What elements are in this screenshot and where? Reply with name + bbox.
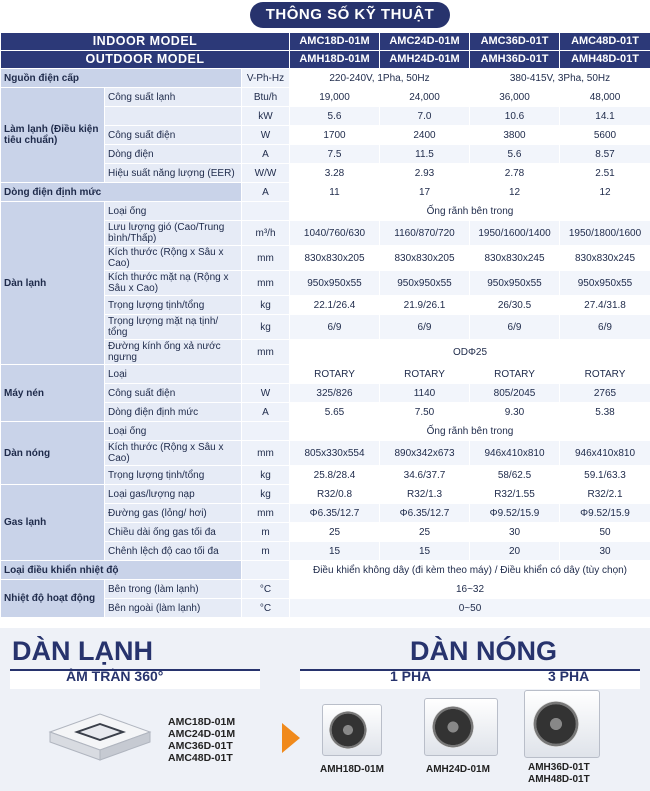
indoor-model-item: AMC18D-01M — [168, 716, 236, 728]
indoor-weight-unit: kg — [242, 296, 290, 315]
outdoor-weight-label: Trọng lượng tịnh/tổng — [105, 466, 242, 485]
cooling-value: 11.5 — [380, 145, 470, 164]
indoor-model-label: INDOOR MODEL — [1, 33, 290, 51]
indoor-weight-label: Trọng lượng tịnh/tổng — [105, 296, 242, 315]
indoor-weight-value: 27.4/31.8 — [560, 296, 650, 315]
compressor-type-value: ROTARY — [470, 365, 560, 384]
power-1pha: 220-240V, 1Pha, 50Hz — [290, 69, 470, 88]
airflow-value: 1040/760/630 — [290, 221, 380, 246]
gas-value: Φ6.35/12.7 — [290, 504, 380, 523]
outdoor-weight-value: 34.6/37.7 — [380, 466, 470, 485]
outdoor-size-value: 805x330x554 — [290, 441, 380, 466]
panel-weight-value: 6/9 — [380, 315, 470, 340]
gas-unit: m — [242, 542, 290, 561]
compressor-current-value: 5.65 — [290, 403, 380, 422]
compressor-power-value: 805/2045 — [470, 384, 560, 403]
control-value: Điều khiển không dây (đi kèm theo máy) / Điều khiển có dây (tùy chọn) — [290, 561, 650, 580]
outdoor-unit-group: Dàn nóng — [1, 422, 105, 485]
drain-value: ODΦ25 — [290, 340, 650, 365]
indoor-model-4: AMC48D-01T — [560, 33, 650, 51]
temp-inside-row — [1, 580, 650, 599]
outdoor-size-unit: mm — [242, 441, 290, 466]
compressor-type-value: ROTARY — [290, 365, 380, 384]
cooling-value: 5600 — [560, 126, 650, 145]
indoor-subtitle: ÂM TRẦN 360° — [66, 668, 164, 684]
indoor-model-item: AMC24D-01M — [168, 728, 236, 740]
cooling-value: 36,000 — [470, 88, 560, 107]
indoor-model-row — [1, 33, 650, 51]
cooling-row — [1, 88, 650, 107]
outdoor-model-row — [1, 51, 650, 69]
gas-label: Đường gas (lỏng/ hơi) — [105, 504, 242, 523]
temp-inside-label: Bên trong (làm lạnh) — [105, 580, 242, 599]
cooling-value: 3.28 — [290, 164, 380, 183]
gas-value: R32/1.3 — [380, 485, 470, 504]
gas-unit: kg — [242, 485, 290, 504]
indoor-model-item: AMC36D-01T — [168, 740, 233, 752]
outdoor-model-3: AMH36D-01T — [470, 51, 560, 69]
panel-weight-value: 6/9 — [290, 315, 380, 340]
indoor-pipe-value: Ống rãnh bên trong — [290, 202, 650, 221]
panel-weight-value: 6/9 — [470, 315, 560, 340]
empty-unit — [242, 422, 290, 441]
outdoor-weight-unit: kg — [242, 466, 290, 485]
cooling-value: 48,000 — [560, 88, 650, 107]
outdoor-model-4: AMH48D-01T — [560, 51, 650, 69]
rated-unit: A — [242, 183, 290, 202]
indoor-size-unit: mm — [242, 246, 290, 271]
panel-size-unit: mm — [242, 271, 290, 296]
cooling-value: 5.6 — [470, 145, 560, 164]
outdoor-unit-18-image — [322, 704, 382, 756]
cooling-label: Dòng điện — [105, 145, 242, 164]
outdoor-weight-value: 59.1/63.3 — [560, 466, 650, 485]
cooling-value: 14.1 — [560, 107, 650, 126]
indoor-section-title: DÀN LẠNH — [12, 636, 153, 666]
indoor-size-value: 830x830x205 — [290, 246, 380, 271]
cooling-value: 2.93 — [380, 164, 470, 183]
cooling-label — [105, 107, 242, 126]
gas-row — [1, 485, 650, 504]
cassette-shape — [40, 706, 158, 768]
cooling-value: 24,000 — [380, 88, 470, 107]
compressor-type-value: ROTARY — [560, 365, 650, 384]
spec-title-banner: THÔNG SỐ KỸ THUẬT — [250, 2, 450, 28]
cooling-group: Làm lạnh (Điều kiện tiêu chuẩn) — [1, 88, 105, 183]
gas-value: 30 — [470, 523, 560, 542]
indoor-weight-value: 22.1/26.4 — [290, 296, 380, 315]
cooling-unit: A — [242, 145, 290, 164]
indoor-model-1: AMC18D-01M — [290, 33, 380, 51]
cooling-unit: kW — [242, 107, 290, 126]
outdoor-weight-value: 25.8/28.4 — [290, 466, 380, 485]
compressor-current-value: 7.50 — [380, 403, 470, 422]
outdoor-pipe-label: Loại ống — [105, 422, 242, 441]
cooling-value: 8.57 — [560, 145, 650, 164]
compressor-power-value: 325/826 — [290, 384, 380, 403]
fan-icon — [533, 701, 579, 747]
rated-current-row — [1, 183, 650, 202]
gas-value: 50 — [560, 523, 650, 542]
gas-value: Φ6.35/12.7 — [380, 504, 470, 523]
cooling-value: 2.51 — [560, 164, 650, 183]
compressor-current-value: 9.30 — [470, 403, 560, 422]
indoor-weight-value: 21.9/26.1 — [380, 296, 470, 315]
panel-weight-unit: kg — [242, 315, 290, 340]
compressor-type-value: ROTARY — [380, 365, 470, 384]
indoor-pipe-label: Loại ống — [105, 202, 242, 221]
outdoor-caption-24: AMH24D-01M — [426, 764, 490, 775]
gas-value: 15 — [380, 542, 470, 561]
spec-table — [0, 32, 650, 618]
airflow-unit: m³/h — [242, 221, 290, 246]
airflow-value: 1950/1800/1600 — [560, 221, 650, 246]
cassette-unit-image — [40, 706, 158, 768]
gas-value: 15 — [290, 542, 380, 561]
gas-label: Loại gas/lượng nạp — [105, 485, 242, 504]
gas-unit: m — [242, 523, 290, 542]
control-label: Loại điều khiển nhiệt độ — [1, 561, 242, 580]
cooling-value: 1700 — [290, 126, 380, 145]
empty-unit — [242, 365, 290, 384]
cooling-value: 5.6 — [290, 107, 380, 126]
gas-unit: mm — [242, 504, 290, 523]
power-label: Nguồn điện cấp — [1, 69, 242, 88]
empty-unit — [242, 561, 290, 580]
phase1-label: 1 PHA — [390, 668, 432, 684]
cooling-value: 3800 — [470, 126, 560, 145]
outdoor-pipe-row — [1, 422, 650, 441]
temp-group: Nhiệt độ hoạt động — [1, 580, 105, 618]
panel-weight-value: 6/9 — [560, 315, 650, 340]
outdoor-size-value: 946x410x810 — [560, 441, 650, 466]
cooling-label: Công suất lạnh — [105, 88, 242, 107]
panel-size-label: Kích thước mặt nạ (Rộng x Sâu x Cao) — [105, 271, 242, 296]
outdoor-section-title: DÀN NÓNG — [410, 636, 557, 666]
phase3-label: 3 PHA — [548, 668, 590, 684]
indoor-model-item: AMC48D-01T — [168, 752, 233, 764]
compressor-power-label: Công suất điện — [105, 384, 242, 403]
fan-icon — [432, 706, 474, 748]
indoor-model-list — [168, 716, 235, 764]
outdoor-caption-18: AMH18D-01M — [320, 764, 384, 775]
compressor-current-label: Dòng điện định mức — [105, 403, 242, 422]
airflow-value: 1160/870/720 — [380, 221, 470, 246]
airflow-value: 1950/1600/1400 — [470, 221, 560, 246]
temp-outside-label: Bên ngoài (làm lạnh) — [105, 599, 242, 618]
cooling-unit: W — [242, 126, 290, 145]
indoor-weight-value: 26/30.5 — [470, 296, 560, 315]
cooling-unit: Btu/h — [242, 88, 290, 107]
product-showcase — [0, 628, 650, 791]
compressor-power-value: 2765 — [560, 384, 650, 403]
gas-value: R32/1.55 — [470, 485, 560, 504]
cooling-unit: W/W — [242, 164, 290, 183]
outdoor-caption-36: AMH36D-01T — [528, 762, 590, 773]
cooling-label: Hiệu suất năng lượng (EER) — [105, 164, 242, 183]
rated-label: Dòng điện định mức — [1, 183, 242, 202]
drain-label: Đường kính ống xả nước ngưng — [105, 340, 242, 365]
power-row — [1, 69, 650, 88]
rated-value: 12 — [560, 183, 650, 202]
gas-value: R32/0.8 — [290, 485, 380, 504]
outdoor-pipe-value: Ống rãnh bên trong — [290, 422, 650, 441]
compressor-group: Máy nén — [1, 365, 105, 422]
outdoor-size-value: 946x410x810 — [470, 441, 560, 466]
empty-unit — [242, 202, 290, 221]
gas-value: Φ9.52/15.9 — [470, 504, 560, 523]
power-3pha: 380-415V, 3Pha, 50Hz — [470, 69, 650, 88]
gas-value: 20 — [470, 542, 560, 561]
gas-value: 25 — [380, 523, 470, 542]
indoor-model-2: AMC24D-01M — [380, 33, 470, 51]
gas-value: 30 — [560, 542, 650, 561]
compressor-power-value: 1140 — [380, 384, 470, 403]
rated-value: 11 — [290, 183, 380, 202]
outdoor-model-1: AMH18D-01M — [290, 51, 380, 69]
gas-group: Gas lạnh — [1, 485, 105, 561]
compressor-type-label: Loại — [105, 365, 242, 384]
indoor-size-value: 830x830x245 — [560, 246, 650, 271]
panel-size-value: 950x950x55 — [470, 271, 560, 296]
fan-icon — [329, 711, 367, 749]
arrow-right-icon — [282, 723, 300, 753]
gas-label: Chiều dài ống gas tối đa — [105, 523, 242, 542]
compressor-power-unit: W — [242, 384, 290, 403]
outdoor-unit-24-image — [424, 698, 498, 756]
indoor-unit-group: Dàn lạnh — [1, 202, 105, 365]
outdoor-size-label: Kích thước (Rộng x Sâu x Cao) — [105, 441, 242, 466]
outdoor-weight-value: 58/62.5 — [470, 466, 560, 485]
cooling-label: Công suất điện — [105, 126, 242, 145]
rated-value: 12 — [470, 183, 560, 202]
cooling-value: 19,000 — [290, 88, 380, 107]
drain-unit: mm — [242, 340, 290, 365]
outdoor-model-2: AMH24D-01M — [380, 51, 470, 69]
cooling-value: 2400 — [380, 126, 470, 145]
outdoor-caption-3pha — [528, 762, 590, 786]
panel-size-value: 950x950x55 — [290, 271, 380, 296]
outdoor-unit-3pha-image — [524, 690, 600, 758]
airflow-label: Lưu lượng gió (Cao/Trung bình/Thấp) — [105, 221, 242, 246]
gas-value: R32/2.1 — [560, 485, 650, 504]
cooling-value: 7.0 — [380, 107, 470, 126]
compressor-current-unit: A — [242, 403, 290, 422]
compressor-current-value: 5.38 — [560, 403, 650, 422]
panel-size-value: 950x950x55 — [560, 271, 650, 296]
indoor-size-value: 830x830x205 — [380, 246, 470, 271]
temp-outside-unit: °C — [242, 599, 290, 618]
indoor-size-label: Kích thước (Rộng x Sâu x Cao) — [105, 246, 242, 271]
outdoor-model-label: OUTDOOR MODEL — [1, 51, 290, 69]
rated-value: 17 — [380, 183, 470, 202]
temp-inside-unit: °C — [242, 580, 290, 599]
temp-inside-value: 16~32 — [290, 580, 650, 599]
panel-weight-label: Trọng lượng mặt nạ tịnh/ tổng — [105, 315, 242, 340]
cooling-value: 10.6 — [470, 107, 560, 126]
panel-size-value: 950x950x55 — [380, 271, 470, 296]
outdoor-caption-48: AMH48D-01T — [528, 774, 590, 785]
power-unit: V-Ph-Hz — [242, 69, 290, 88]
outdoor-size-value: 890x342x673 — [380, 441, 470, 466]
compressor-type-row — [1, 365, 650, 384]
indoor-pipe-row — [1, 202, 650, 221]
gas-value: Φ9.52/15.9 — [560, 504, 650, 523]
cooling-value: 2.78 — [470, 164, 560, 183]
indoor-model-3: AMC36D-01T — [470, 33, 560, 51]
gas-label: Chênh lệch độ cao tối đa — [105, 542, 242, 561]
gas-value: 25 — [290, 523, 380, 542]
indoor-size-value: 830x830x245 — [470, 246, 560, 271]
cooling-value: 7.5 — [290, 145, 380, 164]
control-row — [1, 561, 650, 580]
temp-outside-value: 0~50 — [290, 599, 650, 618]
